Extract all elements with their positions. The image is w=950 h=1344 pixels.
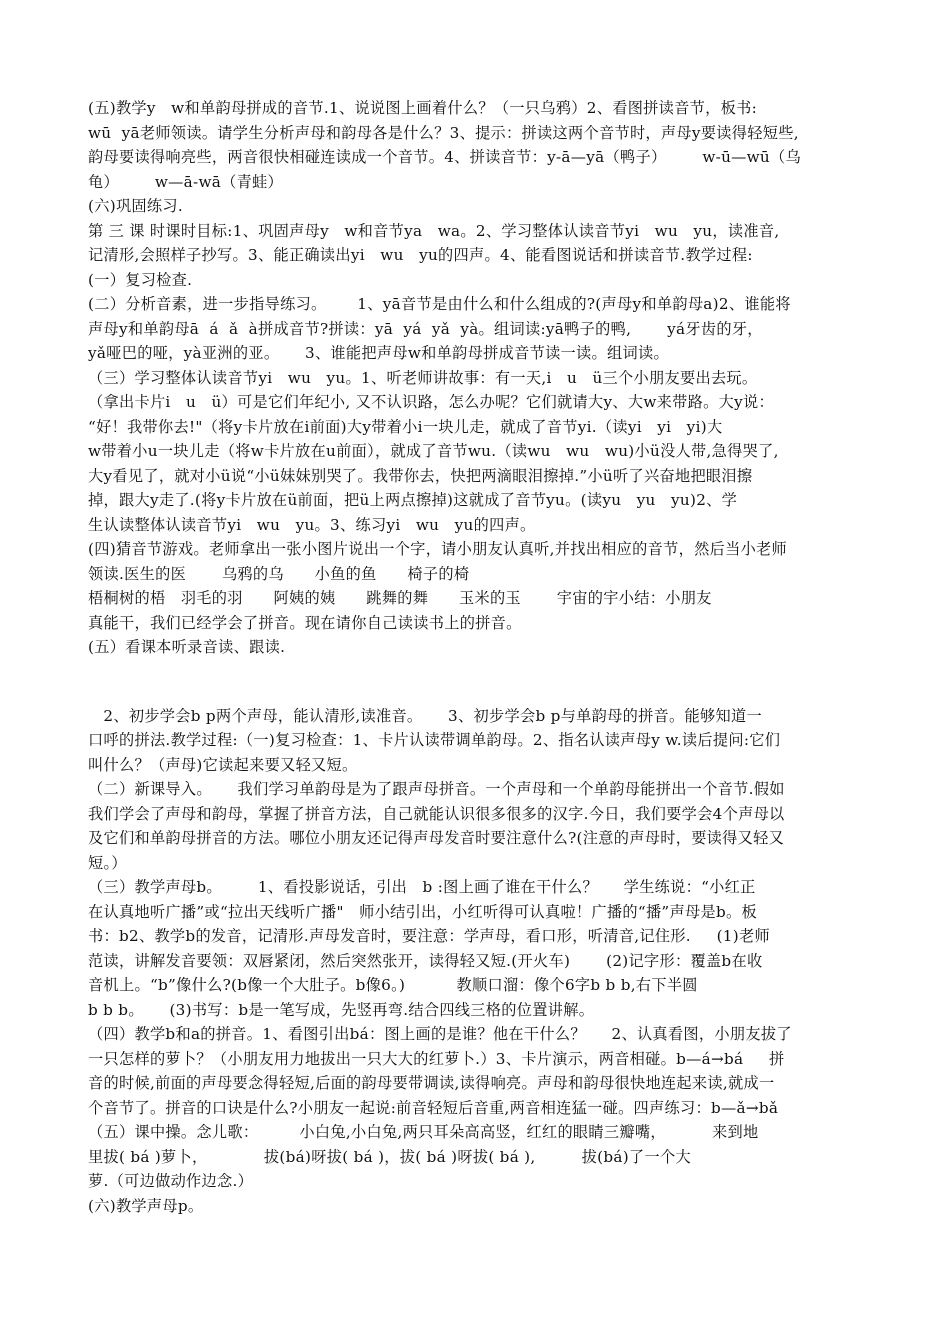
lesson-heading (88, 663, 868, 704)
text-line: 生认读整体认读音节yi wu yu。3、练习yi wu yu的四声。 (88, 515, 536, 534)
text-line: 在认真地听广播”或“拉出天线听广播" 师小结引出，小红听得可认真啦！广播的“播”声母是b。板 (88, 902, 757, 921)
text-line: wū yā老师领读。请学生分析声母和韵母各是什么？3、提示：拼读这两个音节时，声母y要读得轻短些, (88, 123, 799, 142)
text-line: 短。） (88, 853, 127, 872)
text-line: （拿出卡片i u ü）可是它们年纪小, 又不认识路，怎么办呢？它们就请大y、大w来带路。大y说： (88, 393, 774, 411)
text-line: (六)巩固练习. (88, 197, 184, 215)
text-line: 真能干，我们已经学会了拼音。现在请你自己读读书上的拼音。 (88, 613, 522, 632)
text-line: w带着小u一块儿走（将w卡片放在u前面），就成了音节wu.（读wu wu wu)小ü没人带,急得哭了, (88, 442, 779, 460)
text-line: 萝.（可边做动作边念.） (88, 1172, 254, 1190)
text-line: 叫什么？（声母)它读起来要又轻又短。 (88, 755, 358, 774)
text-line: 范读，讲解发音要领：双唇紧闭，然后突然张开，读得轻又短.(开火车) (2)记字形：覆盖b在收 (88, 951, 763, 970)
text-line: 2、初步学会b p两个声母，能认清形,读准音。 3、初步学会b p与单韵母的拼音。能够知道一 (88, 706, 762, 725)
text-line: 个音节了。拼音的口诀是什么?小朋友一起说:前音轻短后音重,两音相连猛一碰。四声练习：b—ǎ→bǎ (88, 1098, 779, 1117)
text-line: (四)猜音节游戏。老师拿出一张小图片说出一个字，请小朋友认真听,并找出相应的音节，然后当小老师 (88, 540, 788, 558)
text-line: （四）教学b和a的拼音。1、看图引出bá：图上画的是谁？他在干什么？ 2、认真看图，小朋友拔了 (88, 1025, 792, 1043)
text-line: （三）教学声母b。 1、看投影说话，引出 b :图上画了谁在干什么？ 学生练说：“小红正 (88, 878, 756, 896)
text-line: （三）学习整体认读音节yi wu yu。1、听老师讲故事：有一天,i u ü三个小朋友要出去玩。 (88, 368, 758, 387)
text-line: 我们学会了声母和韵母，掌握了拼音方法，自己就能认识很多很多的汉字.今日，我们要学会4个声母以 (88, 804, 785, 823)
text-line: 领读.医生的医 乌鸦的乌 小鱼的鱼 椅子的椅 (88, 564, 470, 583)
text-line: 书：b2、教学b的发音，记清形.声母发音时，要注意：学声母，看口形，听清音,记住形. (1)老师 (88, 927, 770, 945)
text-line: 第 三 课 时课时目标:1、巩固声母y w和音节ya wa。2、学习整体认读音节yi wu yu，读准音, (88, 221, 780, 240)
text-line: (二）分析音素，进一步指导练习。 1、yā音节是由什么和什么组成的?(声母y和单韵母a)2、谁能将 (88, 295, 791, 313)
text-line: 韵母要读得响亮些，两音很快相碰连读成一个音节。4、拼读音节：y-ā—yā（鸭子） w-ū—wū（乌 (88, 148, 801, 166)
text-line: （五）课中操。念儿歌： 小白兔,小白兔,两只耳朵高高竖，红红的眼睛三瓣嘴， 来到地 (88, 1123, 759, 1141)
text-line: (五)教学y w和单韵母拼成的音节.1、说说图上画着什么？（一只乌鸦）2、看图拼读音节，板书: (88, 99, 758, 117)
text-line: 龟） w—ā-wā（青蛙） (88, 172, 284, 191)
document-body (88, 96, 868, 1218)
text-line: (一）复习检查. (88, 270, 193, 289)
text-line: 记清形,会照样子抄写。3、能正确读出yi wu yu的四声。4、能看图说话和拼读音节.教学过程: (88, 246, 753, 264)
text-line: b b b。 (3)书写：b是一笔写成，先竖再弯.结合四线三格的位置讲解。 (88, 1000, 595, 1019)
text-line: (五）看课本听录音读、跟读. (88, 638, 286, 656)
text-line: 里拔( bá )萝卜， 拔(bá)呀拔( bá )，拔( bá )呀拔( bá ), 拔(bá)了一个大 (88, 1147, 691, 1166)
text-line: 口呼的拼法.教学过程:（一)复习检查：1、卡片认读带调单韵母。2、指名认读声母y w.读后提问:它们 (88, 731, 781, 749)
text-line: 一只怎样的萝卜？（小朋友用力地拔出一只大大的红萝卜.）3、卡片演示，两音相碰。b—á→bá 拼 (88, 1049, 785, 1068)
text-line: “好！我带你去!"（将y卡片放在i前面)大y带着小i一块儿走，就成了音节yi.（读yi yi yi)大 (88, 417, 723, 436)
text-line: 及它们和单韵母拼音的方法。哪位小朋友还记得声母发音时要注意什么?(注意的声母时，要读得又轻又 (88, 829, 785, 847)
text-line: 音的时候,前面的声母要念得轻短,后面的韵母要带调读,读得响亮。声母和韵母很快地连起来读,就成一 (88, 1074, 775, 1092)
text-line: 梧桐树的梧 羽毛的羽 阿姨的姨 跳舞的舞 玉米的玉 宇宙的宇小结：小朋友 (88, 589, 712, 607)
text-line: 大y看见了，就对小ü说“小ü妹妹别哭了。我带你去，快把两滴眼泪擦掉.”小ü听了兴奋地把眼泪擦 (88, 466, 753, 485)
text-line: 音机上。“b”像什么?(b像一个大肚子。b像6。) 教顺口溜：像个6字b b b,右下半圆 (88, 976, 698, 994)
text-line: yǎ哑巴的哑，yà亚洲的亚。 3、谁能把声母w和单韵母拼成音节读一读。组词读。 (88, 344, 669, 362)
section-part-2 (88, 704, 868, 1219)
section-part-1 (88, 96, 868, 660)
text-line: (六)教学声母p。 (88, 1196, 204, 1215)
text-line: （二）新课导入。 我们学习单韵母是为了跟声母拼音。一个声母和一个单韵母能拼出一个音节.假如 (88, 780, 785, 798)
text-line: 掉，跟大y走了.(将y卡片放在ü前面，把ü上两点擦掉)这就成了音节yu。(读yu yu yu)2、学 (88, 491, 738, 509)
text-line: 声母y和单韵母ā á ǎ à拼成音节?拼读：yā yá yǎ yà。组词读:yā鸭子的鸭, yá牙齿的牙， (88, 319, 763, 338)
